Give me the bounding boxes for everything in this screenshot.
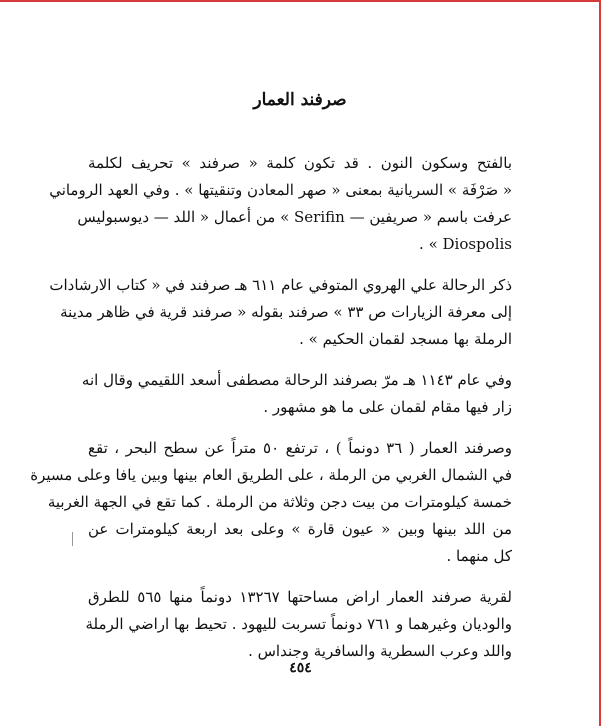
document-page: [30, 90, 512, 679]
paragraph-etymology: [49, 150, 512, 258]
text-line: وصرفند العمار ( ٣٦ دونماً ) ، ترتفع ٥٠ متراً عن سطح البحر ، تقع: [88, 439, 512, 457]
page-number: ٤٥٤: [289, 660, 312, 676]
text-line: إلى معرفة الزيارات ص ٣٣ » صرفند بقوله « صرفند قرية في ظاهر مدينة: [60, 303, 512, 321]
text-line: « صَرْفَة » السريانية بمعنى « صهر المعادن وتنقيتها » . وفي العهد الروماني: [49, 181, 512, 199]
text-line: واللد وعرب السطرية والسافرية وجنداس .: [248, 642, 512, 660]
text-line: Diospolis » .: [419, 235, 512, 253]
text-line: والوديان وغيرهما و ٧٦١ دونماً تسربت لليهود . تحيط بها اراضي الرملة: [85, 615, 512, 633]
window-frame-top-edge: [0, 0, 601, 2]
text-line: خمسة كيلومترات من بيت دجن وثلاثة من الرملة . كما تقع في الجهة الغربية: [47, 493, 512, 511]
paragraph-luqaymi: [81, 367, 512, 421]
text-line: كل منهما .: [446, 547, 512, 565]
text-line: عرفت باسم « صريفين — Serifin » من أعمال « اللد — ديوسبوليس: [77, 208, 512, 226]
text-line: ذكر الرحالة علي الهروي المتوفي عام ٦١١ هـ صرفند في « كتاب الارشادات: [49, 276, 512, 294]
text-line: لقرية صرفند العمار اراض مساحتها ١٣٢٦٧ دونماً منها ٥٦٥ للطرق: [88, 588, 512, 606]
paragraph-land-area: [85, 584, 512, 665]
margin-pencil-mark: [72, 532, 73, 546]
text-line: في الشمال الغربي من الرملة ، على الطريق العام بينها وبين يافا وعلى مسيرة: [30, 466, 512, 484]
text-line: بالفتح وسكون النون . قد تكون كلمة « صرفند » تحريف لكلمة: [88, 154, 512, 172]
text-line: من اللد بينها وبين « عيون قارة » وعلى بعد اربعة كيلومترات عن: [88, 520, 512, 538]
text-line: وفي عام ١١٤٣ هـ مرّ بصرفند الرحالة مصطفى أسعد اللقيمي وقال انه: [81, 371, 512, 389]
paragraph-location: [30, 435, 512, 570]
page-title: صرفند العمار: [253, 90, 347, 110]
text-line: الرملة بها مسجد لقمان الحكيم » .: [299, 330, 512, 348]
text-line: زار فيها مقام لقمان على ما هو مشهور .: [263, 398, 512, 416]
paragraph-al-harawi: [49, 272, 512, 353]
